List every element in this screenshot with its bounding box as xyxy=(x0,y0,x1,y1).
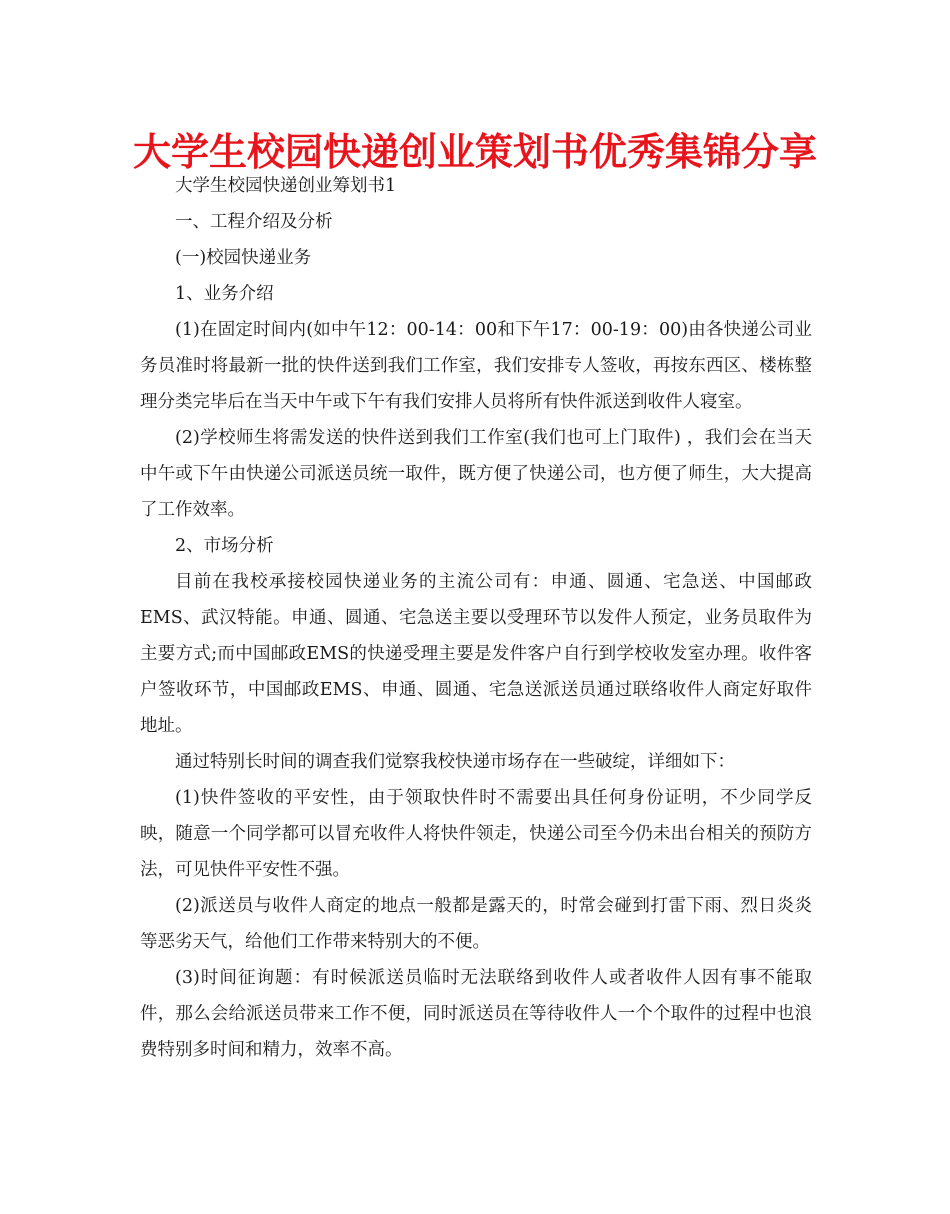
paragraph-plan-heading: 大学生校园快递创业筹划书1 xyxy=(175,176,397,196)
paragraph-survey-intro: 通过特别长时间的调查我们觉察我校快递市场存在一些破绽，详细如下： xyxy=(175,752,735,772)
paragraph-section-1-heading: 一、工程介绍及分析 xyxy=(175,212,333,232)
paragraph-market-overview: 目前在我校承接校园快递业务的主流公司有：申通、圆通、宅急送、中国邮政EMS、武汉特能。申通、圆通、宅急送主要以受理环节以发件人预定，业务员取件为主要方式;而中国邮政EMS的快递受理主要是发件客户自行到学校收发室办理。收件客户签收环节，中国邮政EMS、申通、圆通、宅急送派送员通过联络收件人商定好取件地址。 xyxy=(140,572,812,736)
paragraph-business-item-2: (2)学校师生将需发送的快件送到我们工作室(我们也可上门取件) ，我们会在当天中午或下午由快递公司派送员统一取件，既方便了快递公司，也方便了师生，大大提高了工作效率。 xyxy=(140,428,812,520)
paragraph-issue-3: (3)时间征询题：有时候派送员临时无法联络到收件人或者收件人因有事不能取件，那么会给派送员带来工作不便，同时派送员在等待收件人一个个取件的过程中也浪费特别多时间和精力，效率不高。 xyxy=(140,968,812,1060)
paragraph-issue-1: (1)快件签收的平安性，由于领取快件时不需要出具任何身份证明，不少同学反映，随意一个同学都可以冒充收件人将快件领走，快递公司至今仍未出台相关的预防方法，可见快件平安性不强。 xyxy=(140,788,812,880)
document-title: 大学生校园快递创业策划书优秀集锦分享 xyxy=(132,130,817,174)
paragraph-subsection-heading: (一)校园快递业务 xyxy=(175,248,312,268)
document-body xyxy=(140,168,812,1068)
paragraph-business-item-1: (1)在固定时间内(如中午12：00-14：00和下午17：00-19：00)由各快递公司业务员准时将最新一批的快件送到我们工作室，我们安排专人签收，再按东西区、楼栋整理分类完毕后在当天中午或下午有我们安排人员将所有快件派送到收件人寝室。 xyxy=(140,320,812,412)
paragraph-issue-2: (2)派送员与收件人商定的地点一般都是露天的，时常会碰到打雷下雨、烈日炎炎等恶劣天气，给他们工作带来特别大的不便。 xyxy=(140,896,812,952)
paragraph-business-intro-heading: 1、业务介绍 xyxy=(175,284,274,304)
paragraph-market-heading: 2、市场分析 xyxy=(175,536,274,556)
